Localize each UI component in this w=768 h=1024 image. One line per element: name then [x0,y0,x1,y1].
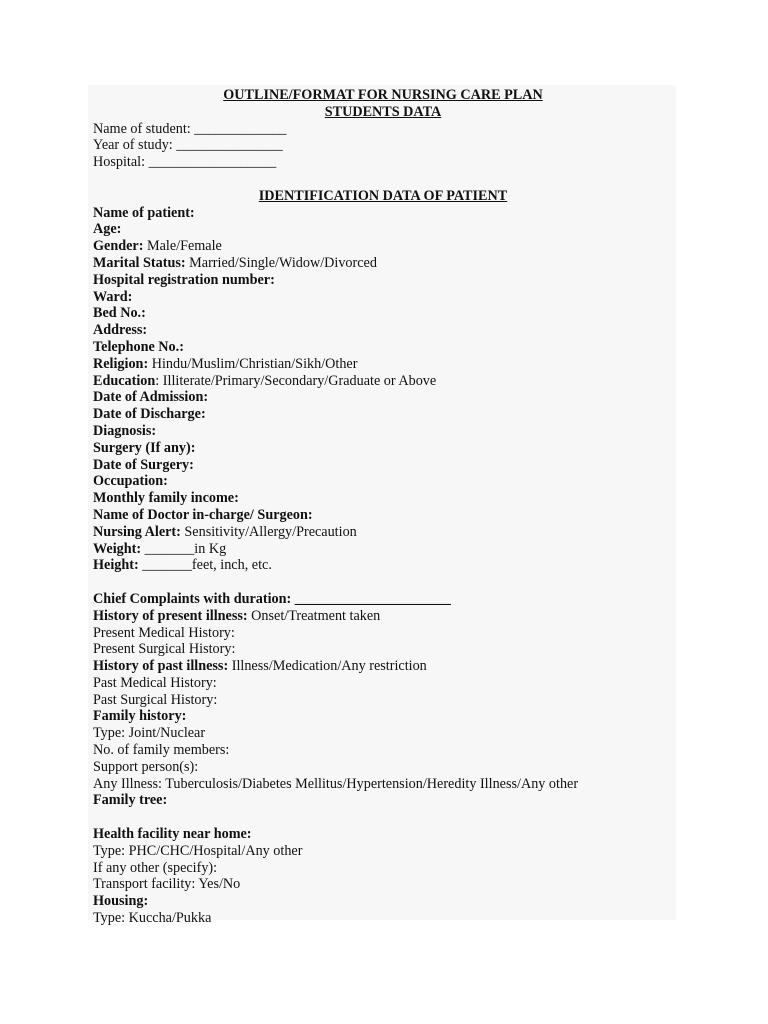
field-label: Nursing Alert: [93,523,181,540]
field-label: History of past illness: [93,658,229,675]
field-value: Past Surgical History: [93,691,218,708]
field-label: Diagnosis: [93,422,157,439]
field-label: Family tree: [93,792,168,809]
field-value: Transport facility: Yes/No [93,876,241,893]
field-value: Type: Joint/Nuclear [93,725,206,742]
field-value: _______in Kg [141,540,227,557]
form-line [93,557,673,574]
form-line [93,641,673,658]
document-title: OUTLINE/FORMAT FOR NURSING CARE PLAN [223,87,543,103]
form-line [93,221,673,238]
spacer [93,171,673,188]
field-label: Family history: [93,708,187,725]
form-line [93,759,673,776]
form-line [93,591,673,608]
identification-section [93,205,673,575]
form-line [93,826,673,843]
field-label: Name of Doctor in-charge/ Surgeon: [93,506,313,523]
field-value: Past Medical History: [93,674,217,691]
form-line [93,524,673,541]
form-line [93,776,673,793]
field-value: Married/Single/Widow/Divorced [185,254,377,271]
form-line [93,356,673,373]
field-value: If any other (specify): [93,859,218,876]
field-value: Support person(s): [93,758,199,775]
field-label: Date of Surgery: [93,456,194,473]
form-line [93,305,673,322]
field-value: Any Illness: Tuberculosis/Diabetes Mellitus/Hypertension/Heredity Illness/Any other [93,775,579,792]
spacer [93,574,673,591]
form-line [93,692,673,709]
field-value: : Illiterate/Primary/Secondary/Graduate or Above [155,372,437,389]
form-line [93,843,673,860]
field-label: Date of Discharge: [93,406,206,423]
form-line [93,876,673,893]
field-label: Address: [93,322,148,339]
form-line [93,893,673,910]
form-line [93,658,673,675]
form-line [93,406,673,423]
field-label: Monthly family income: [93,490,239,507]
field-label: Name of student: _____________ [93,120,287,137]
form-line [93,238,673,255]
section-heading: IDENTIFICATION DATA OF PATIENT [258,187,508,204]
form-line [93,322,673,339]
field-label: Chief Complaints with duration: ______________________ [93,590,451,607]
student-section [93,121,673,171]
field-label: Name of patient: [93,204,195,221]
field-label: Marital Status: [93,254,186,271]
form-line [93,725,673,742]
field-label: Ward: [93,288,133,305]
form-line [93,339,673,356]
form-line [93,373,673,390]
form-line [93,792,673,809]
form-line [93,541,673,558]
form-line [93,440,673,457]
history-section [93,591,673,809]
form-line [93,289,673,306]
document-subtitle: STUDENTS DATA [324,103,442,120]
field-label: Date of Admission: [93,389,209,406]
form-line [93,205,673,222]
field-value: Present Surgical History: [93,641,236,658]
field-value: Male/Female [143,238,222,255]
field-label: Year of study: _______________ [93,137,283,154]
field-label: History of present illness: [93,607,248,624]
field-value: Present Medical History: [93,624,235,641]
field-label: Education [93,372,156,389]
field-label: Gender: [93,238,144,255]
field-label: Occupation: [93,473,168,490]
form-line [93,625,673,642]
field-label: Surgery (If any): [93,439,196,456]
form-line [93,255,673,272]
form-line [93,675,673,692]
field-value: Sensitivity/Allergy/Precaution [180,523,357,540]
form-line [93,389,673,406]
form-line [93,457,673,474]
field-label: Weight: [93,540,142,557]
form-line [93,910,673,927]
form-line [93,507,673,524]
form-line [93,473,673,490]
field-value: Hindu/Muslim/Christian/Sikh/Other [148,355,358,372]
field-label: Hospital: __________________ [93,154,277,171]
student-line [93,154,673,171]
field-value: Illness/Medication/Any restriction [228,658,427,675]
field-label: Age: [93,221,122,238]
student-line [93,121,673,138]
field-value: _______feet, inch, etc. [138,557,272,574]
field-label: Bed No.: [93,305,146,322]
field-label: Hospital registration number: [93,271,275,288]
field-label: Health facility near home: [93,826,252,843]
field-value: Onset/Treatment taken [247,607,381,624]
field-value: No. of family members: [93,742,230,759]
form-line [93,423,673,440]
form-line [93,272,673,289]
field-label: Telephone No.: [93,338,184,355]
form-line [93,742,673,759]
field-value: Type: PHC/CHC/Hospital/Any other [93,842,303,859]
facility-section [93,826,673,927]
field-value: Type: Kuccha/Pukka [93,910,212,927]
field-label: Religion: [93,355,149,372]
student-line [93,137,673,154]
form-line [93,490,673,507]
form-line [93,708,673,725]
care-plan-form [93,87,673,927]
field-label: Housing: [93,893,149,910]
spacer [93,809,673,826]
field-label: Height: [93,557,139,574]
form-line [93,860,673,877]
form-line [93,608,673,625]
